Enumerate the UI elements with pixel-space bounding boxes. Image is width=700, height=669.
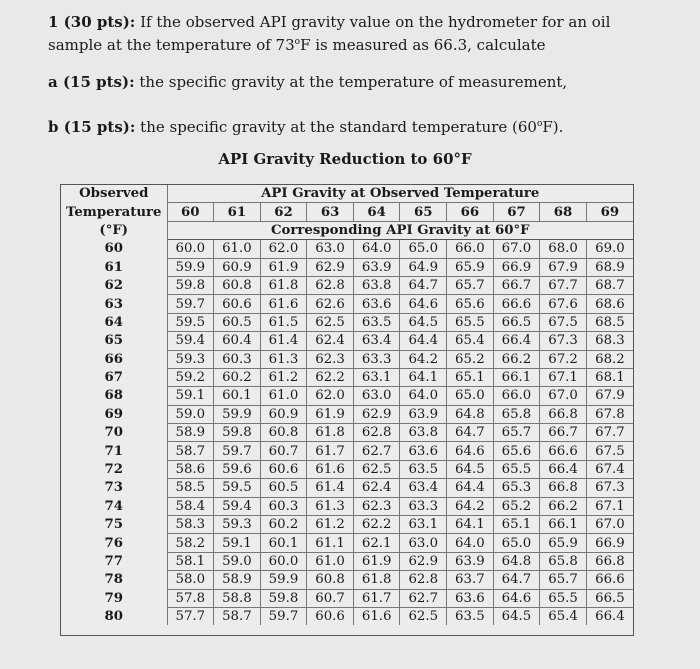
- table-cell: 67.7: [540, 276, 587, 294]
- row-temperature: 78: [104, 572, 123, 588]
- table-cell: 65.0: [400, 240, 447, 258]
- table-cell: 64.4: [400, 332, 447, 350]
- question-label: 1 (30 pts):: [48, 13, 136, 31]
- table-cell: 66.4: [493, 332, 540, 350]
- table-row: [61, 552, 633, 570]
- table-cell: 62.8: [353, 424, 400, 442]
- table-cell: 60.7: [307, 589, 354, 607]
- table-row: [61, 607, 633, 625]
- table-cell: 63.0: [307, 240, 354, 258]
- table-row: [61, 240, 633, 258]
- table-cell: 64.6: [400, 295, 447, 313]
- table-cell: 61.7: [307, 442, 354, 460]
- table-cell: 62.2: [307, 368, 354, 386]
- table-cell: 59.7: [167, 295, 214, 313]
- table-cell: 64.0: [400, 387, 447, 405]
- corner-temperature: Temperature: [65, 204, 162, 220]
- table-cell: 67.4: [586, 460, 633, 478]
- table-cell: 61.5: [260, 313, 307, 331]
- table-cell: 65.5: [493, 460, 540, 478]
- table-cell: 59.8: [214, 424, 261, 442]
- table-cell: 66.6: [540, 442, 587, 460]
- table-cell: 65.2: [493, 497, 540, 515]
- table-cell: 64.2: [447, 497, 494, 515]
- table-cell: 63.5: [353, 313, 400, 331]
- table-cell: 61.2: [260, 368, 307, 386]
- table-cell: 68.0: [540, 240, 587, 258]
- header-row-bottom: [61, 221, 633, 239]
- table-cell: 60.9: [214, 258, 261, 276]
- question-part-b: [48, 114, 668, 137]
- table-cell: 60.5: [214, 313, 261, 331]
- table-cell: 62.7: [400, 589, 447, 607]
- table-cell: 66.7: [540, 424, 587, 442]
- question-text-end: F is measured as 66.3, calculate: [300, 36, 546, 54]
- table-row: [61, 497, 633, 515]
- table-cell: 65.2: [447, 350, 494, 368]
- table-cell: 59.1: [167, 387, 214, 405]
- table-cell: 64.8: [447, 405, 494, 423]
- table-cell: 59.7: [214, 442, 261, 460]
- table-cell: 60.6: [307, 607, 354, 625]
- table-cell: 63.6: [447, 589, 494, 607]
- table-cell: 61.3: [260, 350, 307, 368]
- table-cell: 62.0: [307, 387, 354, 405]
- table-cell: 66.4: [586, 607, 633, 625]
- table-cell: 63.8: [353, 276, 400, 294]
- table-cell: 68.3: [586, 332, 633, 350]
- column-header: 68: [540, 203, 587, 221]
- corner-observed: Observed: [79, 186, 149, 202]
- row-temperature: 75: [104, 517, 123, 533]
- column-header: 64: [353, 203, 400, 221]
- header-row-top: [61, 185, 633, 203]
- table-cell: 67.9: [586, 387, 633, 405]
- table-cell: 63.6: [353, 295, 400, 313]
- table-cell: 59.9: [167, 258, 214, 276]
- table-cell: 65.3: [493, 479, 540, 497]
- table-cell: 62.5: [353, 460, 400, 478]
- table-cell: 63.9: [400, 405, 447, 423]
- table-cell: 68.9: [586, 258, 633, 276]
- table-cell: 58.5: [167, 479, 214, 497]
- table-cell: 68.2: [586, 350, 633, 368]
- table-cell: 59.5: [167, 313, 214, 331]
- table-cell: 62.9: [307, 258, 354, 276]
- table-cell: 66.4: [540, 460, 587, 478]
- table-cell: 59.9: [214, 405, 261, 423]
- table-cell: 59.5: [214, 479, 261, 497]
- table-cell: 65.9: [447, 258, 494, 276]
- table-cell: 61.7: [353, 589, 400, 607]
- table-cell: 63.9: [353, 258, 400, 276]
- table-cell: 59.4: [167, 332, 214, 350]
- table-cell: 64.9: [400, 258, 447, 276]
- table-row: [61, 479, 633, 497]
- table-cell: 66.9: [586, 534, 633, 552]
- table-cell: 58.0: [167, 571, 214, 589]
- row-temperature: 80: [104, 608, 123, 624]
- table-cell: 61.2: [307, 516, 354, 534]
- table-cell: 68.6: [586, 295, 633, 313]
- table-cell: 62.5: [307, 313, 354, 331]
- table-cell: 67.1: [540, 368, 587, 386]
- table-cell: 62.9: [400, 552, 447, 570]
- column-header: 61: [214, 203, 261, 221]
- row-temperature: 69: [104, 406, 123, 422]
- table-cell: 65.8: [540, 552, 587, 570]
- part-a-text: the specific gravity at the temperature of measurement,: [134, 73, 568, 91]
- question-text: If the observed API gravity value on the hydrometer for an oil sample at the temperature of 73: [48, 13, 611, 54]
- table-cell: 62.8: [400, 571, 447, 589]
- table-cell: 63.3: [400, 497, 447, 515]
- table-cell: 62.8: [307, 276, 354, 294]
- table-cell: 66.0: [447, 240, 494, 258]
- table-cell: 60.5: [260, 479, 307, 497]
- table-cell: 64.0: [353, 240, 400, 258]
- table-cell: 58.9: [167, 424, 214, 442]
- table-cell: 65.1: [447, 368, 494, 386]
- table-row: [61, 368, 633, 386]
- row-temperature: 66: [104, 351, 123, 367]
- table-cell: 64.5: [447, 460, 494, 478]
- row-temperature: 72: [104, 462, 123, 478]
- table-cell: 64.1: [447, 516, 494, 534]
- table-cell: 65.8: [493, 405, 540, 423]
- table-row: [61, 589, 633, 607]
- row-temperature: 76: [104, 535, 123, 551]
- table-row: [61, 387, 633, 405]
- table-cell: 67.8: [586, 405, 633, 423]
- table-cell: 63.3: [353, 350, 400, 368]
- table-cell: 64.6: [447, 442, 494, 460]
- table-cell: 63.9: [447, 552, 494, 570]
- table-cell: 65.7: [540, 571, 587, 589]
- table-cell: 66.9: [493, 258, 540, 276]
- table-cell: 64.1: [400, 368, 447, 386]
- table-cell: 66.5: [586, 589, 633, 607]
- table-cell: 59.3: [214, 516, 261, 534]
- column-header: 67: [493, 203, 540, 221]
- table-cell: 62.0: [260, 240, 307, 258]
- table-cell: 59.1: [214, 534, 261, 552]
- table-row: [61, 534, 633, 552]
- table-cell: 60.0: [260, 552, 307, 570]
- table-cell: 60.6: [260, 460, 307, 478]
- table-cell: 67.2: [540, 350, 587, 368]
- table-cell: 63.5: [447, 607, 494, 625]
- table-cell: 67.3: [586, 479, 633, 497]
- table-cell: 67.5: [540, 313, 587, 331]
- table-cell: 65.5: [447, 313, 494, 331]
- table-cell: 67.7: [586, 424, 633, 442]
- column-header-row: [61, 203, 633, 221]
- table-cell: 68.1: [586, 368, 633, 386]
- row-temperature: 71: [104, 443, 123, 459]
- table-cell: 60.2: [260, 516, 307, 534]
- table-row: [61, 350, 633, 368]
- table-cell: 65.7: [493, 424, 540, 442]
- table-cell: 65.6: [447, 295, 494, 313]
- table-cell: 65.4: [447, 332, 494, 350]
- table-cell: 65.5: [540, 589, 587, 607]
- table-cell: 64.0: [447, 534, 494, 552]
- table-cell: 61.6: [353, 607, 400, 625]
- row-temperature: 77: [104, 554, 123, 569]
- table-cell: 59.3: [167, 350, 214, 368]
- table-cell: 66.8: [586, 552, 633, 570]
- table-cell: 65.1: [493, 516, 540, 534]
- table-cell: 64.6: [493, 589, 540, 607]
- table-cell: 64.8: [493, 552, 540, 570]
- table-cell: 63.4: [400, 479, 447, 497]
- table-cell: 60.9: [260, 405, 307, 423]
- table-cell: 61.8: [353, 571, 400, 589]
- part-b-text-end: F).: [542, 118, 564, 136]
- table-cell: 59.8: [167, 276, 214, 294]
- column-header: 65: [400, 203, 447, 221]
- table-cell: 63.4: [353, 332, 400, 350]
- table-cell: 63.7: [447, 571, 494, 589]
- table-cell: 65.4: [540, 607, 587, 625]
- table-cell: 59.0: [214, 552, 261, 570]
- table-cell: 62.5: [400, 607, 447, 625]
- table-cell: 58.8: [214, 589, 261, 607]
- row-temperature: 61: [104, 259, 123, 275]
- row-temperature: 68: [104, 388, 123, 404]
- table-cell: 62.3: [307, 350, 354, 368]
- table-cell: 59.0: [167, 405, 214, 423]
- table-cell: 59.4: [214, 497, 261, 515]
- table-row: [61, 442, 633, 460]
- column-header: 69: [586, 203, 633, 221]
- table-cell: 60.8: [307, 571, 354, 589]
- table-cell: 61.6: [307, 460, 354, 478]
- table-cell: 61.8: [260, 276, 307, 294]
- table-cell: 61.9: [307, 405, 354, 423]
- table-cell: 65.6: [493, 442, 540, 460]
- table-cell: 63.1: [353, 368, 400, 386]
- table-cell: 61.9: [260, 258, 307, 276]
- table-cell: 60.8: [214, 276, 261, 294]
- table-row: [61, 571, 633, 589]
- table-body: [61, 240, 633, 626]
- table-cell: 57.7: [167, 607, 214, 625]
- corner-unit: (°F): [99, 222, 129, 238]
- table-cell: 59.8: [260, 589, 307, 607]
- table-cell: 65.7: [447, 276, 494, 294]
- table-cell: 58.7: [167, 442, 214, 460]
- table-cell: 62.1: [353, 534, 400, 552]
- data-table: [61, 185, 633, 625]
- row-temperature: 63: [104, 296, 123, 312]
- table-cell: 66.6: [586, 571, 633, 589]
- table-cell: 67.9: [540, 258, 587, 276]
- table-cell: 60.0: [167, 240, 214, 258]
- table-cell: 65.0: [493, 534, 540, 552]
- table-cell: 67.5: [586, 442, 633, 460]
- row-temperature: 79: [104, 590, 123, 606]
- table-cell: 67.0: [586, 516, 633, 534]
- table-cell: 62.6: [307, 295, 354, 313]
- table-row: [61, 332, 633, 350]
- table-cell: 64.7: [493, 571, 540, 589]
- table-cell: 61.9: [353, 552, 400, 570]
- row-temperature: 65: [104, 333, 123, 349]
- question-intro: [48, 12, 668, 55]
- table-cell: 62.3: [353, 497, 400, 515]
- table-cell: 60.2: [214, 368, 261, 386]
- table-cell: 61.4: [260, 332, 307, 350]
- table-cell: 66.2: [540, 497, 587, 515]
- table-cell: 58.7: [214, 607, 261, 625]
- table-cell: 61.8: [307, 424, 354, 442]
- table-cell: 65.0: [447, 387, 494, 405]
- table-cell: 66.0: [493, 387, 540, 405]
- table-cell: 61.3: [307, 497, 354, 515]
- table-cell: 61.0: [214, 240, 261, 258]
- header-corresponding: Corresponding API Gravity at 60°F: [167, 221, 633, 239]
- part-a-label: a (15 pts):: [48, 73, 135, 91]
- table-title: API Gravity Reduction to 60°F: [218, 150, 472, 168]
- table-cell: 61.0: [307, 552, 354, 570]
- table-cell: 60.6: [214, 295, 261, 313]
- table-cell: 61.1: [307, 534, 354, 552]
- table-row: [61, 460, 633, 478]
- table-cell: 60.3: [214, 350, 261, 368]
- table-cell: 67.0: [493, 240, 540, 258]
- table-cell: 67.1: [586, 497, 633, 515]
- table-cell: 62.4: [307, 332, 354, 350]
- table-cell: 60.7: [260, 442, 307, 460]
- table-cell: 63.6: [400, 442, 447, 460]
- degree-mark: o: [294, 37, 301, 47]
- api-gravity-table: [60, 184, 634, 636]
- table-cell: 66.1: [493, 368, 540, 386]
- table-cell: 62.9: [353, 405, 400, 423]
- table-cell: 66.7: [493, 276, 540, 294]
- part-b-label: b (15 pts):: [48, 118, 136, 136]
- column-header: 63: [307, 203, 354, 221]
- table-row: [61, 276, 633, 294]
- row-temperature: 64: [104, 314, 123, 330]
- table-row: [61, 405, 633, 423]
- table-cell: 62.2: [353, 516, 400, 534]
- table-cell: 63.5: [400, 460, 447, 478]
- table-cell: 62.4: [353, 479, 400, 497]
- table-cell: 68.7: [586, 276, 633, 294]
- table-cell: 66.2: [493, 350, 540, 368]
- part-b-text: the specific gravity at the standard temperature (60: [135, 118, 537, 136]
- table-cell: 61.0: [260, 387, 307, 405]
- row-temperature: 60: [104, 241, 123, 257]
- table-cell: 64.2: [400, 350, 447, 368]
- row-temperature: 73: [104, 480, 123, 496]
- table-cell: 60.1: [214, 387, 261, 405]
- table-cell: 64.7: [447, 424, 494, 442]
- table-cell: 67.0: [540, 387, 587, 405]
- table-cell: 68.5: [586, 313, 633, 331]
- table-cell: 58.4: [167, 497, 214, 515]
- column-header: 60: [167, 203, 214, 221]
- table-cell: 64.4: [447, 479, 494, 497]
- table-cell: 65.9: [540, 534, 587, 552]
- table-cell: 58.3: [167, 516, 214, 534]
- row-temperature: 70: [104, 425, 123, 441]
- table-cell: 66.5: [493, 313, 540, 331]
- column-header: 62: [260, 203, 307, 221]
- table-cell: 67.3: [540, 332, 587, 350]
- table-cell: 69.0: [586, 240, 633, 258]
- table-cell: 63.0: [353, 387, 400, 405]
- table-cell: 59.9: [260, 571, 307, 589]
- table-cell: 57.8: [167, 589, 214, 607]
- degree-mark: o: [536, 119, 543, 129]
- row-temperature: 74: [104, 498, 123, 514]
- table-cell: 60.8: [260, 424, 307, 442]
- table-cell: 64.7: [400, 276, 447, 294]
- table-cell: 59.6: [214, 460, 261, 478]
- table-cell: 66.6: [493, 295, 540, 313]
- table-cell: 63.0: [400, 534, 447, 552]
- table-cell: 63.8: [400, 424, 447, 442]
- table-cell: 61.4: [307, 479, 354, 497]
- table-cell: 66.1: [540, 516, 587, 534]
- table-cell: 60.4: [214, 332, 261, 350]
- table-cell: 66.8: [540, 405, 587, 423]
- column-header: 66: [447, 203, 494, 221]
- table-cell: 66.8: [540, 479, 587, 497]
- table-cell: 67.6: [540, 295, 587, 313]
- header-observed-temperature: API Gravity at Observed Temperature: [167, 185, 633, 203]
- row-temperature: 62: [104, 278, 123, 294]
- table-cell: 62.7: [353, 442, 400, 460]
- table-cell: 58.2: [167, 534, 214, 552]
- table-row: [61, 516, 633, 534]
- table-cell: 64.5: [400, 313, 447, 331]
- table-cell: 58.1: [167, 552, 214, 570]
- row-temperature: 67: [104, 370, 123, 386]
- table-cell: 61.6: [260, 295, 307, 313]
- table-cell: 58.6: [167, 460, 214, 478]
- question-part-a: [48, 72, 668, 92]
- table-row: [61, 258, 633, 276]
- table-cell: 63.1: [400, 516, 447, 534]
- table-row: [61, 295, 633, 313]
- table-row: [61, 424, 633, 442]
- table-cell: 64.5: [493, 607, 540, 625]
- table-cell: 59.2: [167, 368, 214, 386]
- table-row: [61, 313, 633, 331]
- table-cell: 60.3: [260, 497, 307, 515]
- table-cell: 60.1: [260, 534, 307, 552]
- table-cell: 59.7: [260, 607, 307, 625]
- table-cell: 58.9: [214, 571, 261, 589]
